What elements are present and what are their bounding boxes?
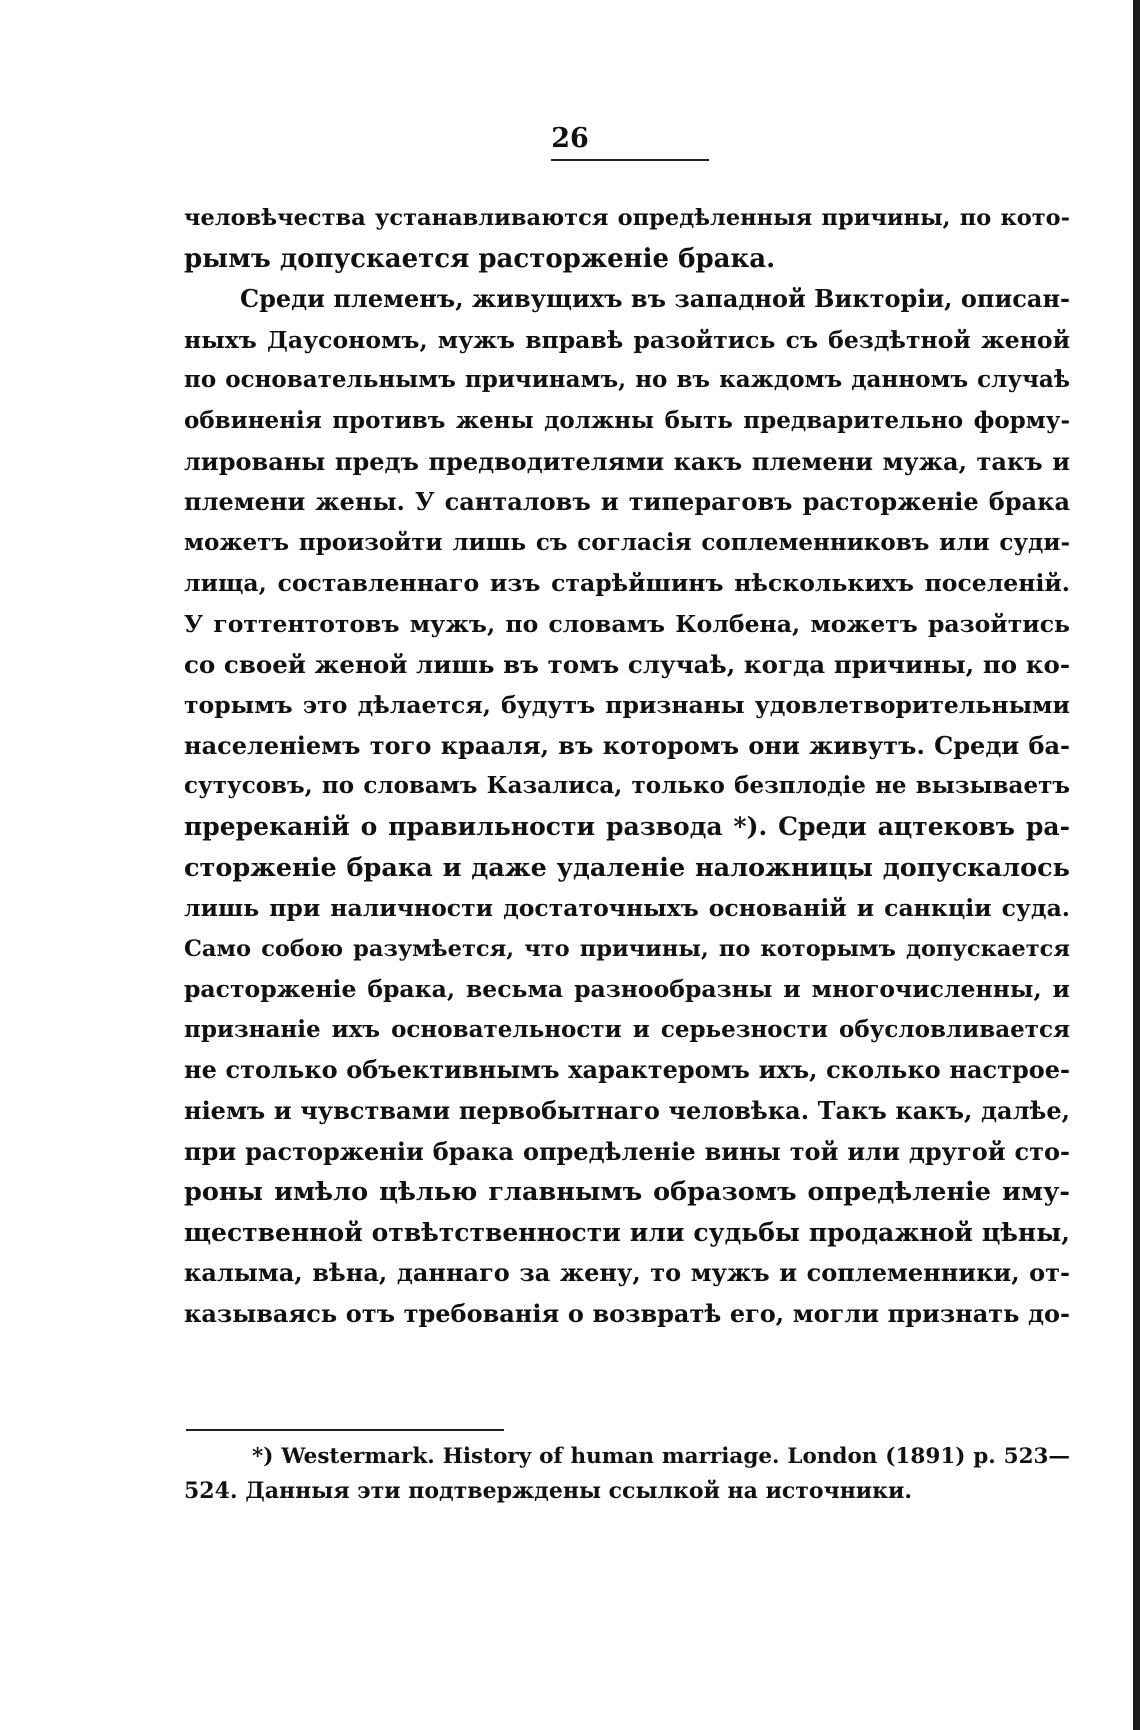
text-line: ніемъ и чувствами первобытнаго человѣка. Такъ какъ, далѣе, (184, 1096, 1070, 1126)
text-line: населеніемъ того крааля, въ которомъ они живутъ. Среди ба- (184, 730, 1070, 760)
text-line: торымъ это дѣлается, будутъ признаны удовлетворительными (184, 691, 1070, 720)
text-line: У готтентотовъ мужъ, по словамъ Колбена, можетъ разойтись (184, 609, 1070, 638)
text-line: человѣчества устанавливаются опредѣленныя причины, по кото- (184, 205, 1070, 231)
paragraph-start-line: Среди племенъ, живущихъ въ западной Викторіи, описан- (240, 284, 1070, 314)
footnote-separator (186, 1429, 504, 1431)
page-number-rule (551, 159, 709, 161)
text-line: щественной отвѣтственности или судьбы продажной цѣны, (184, 1217, 1070, 1247)
text-line: можетъ произойти лишь съ согласія соплеменниковъ или суди- (184, 528, 1070, 556)
text-line: пререканій о правильности развода *). Среди ацтековъ ра- (184, 811, 1070, 841)
text-line: лированы предъ предводителями какъ племени мужа, такъ и (184, 446, 1070, 476)
text-line: обвиненія противъ жены должны быть предварительно форму- (184, 406, 1070, 434)
text-line: племени жены. У санталовъ и типераговъ расторженіе брака (184, 487, 1070, 517)
text-line: со своей женой лишь въ томъ случаѣ, когда причины, по ко- (184, 649, 1070, 679)
text-line: казываясь отъ требованія о возвратѣ его, могли признать до- (184, 1299, 1070, 1329)
text-line: признаніе ихъ основательности и серьезности обусловливается (184, 1015, 1070, 1043)
text-line: роны имѣло цѣлью главнымъ образомъ опредѣленіе иму- (184, 1177, 1070, 1208)
text-line: не столько объективнымъ характеромъ ихъ, сколько настрое- (184, 1055, 1070, 1085)
text-line: ныхъ Даусономъ, мужъ вправѣ разойтись съ бездѣтной женой (184, 325, 1070, 354)
text-line: калыма, вѣна, даннаго за жену, то мужъ и соплеменники, от- (184, 1258, 1070, 1288)
text-line: по основательнымъ причинамъ, но въ каждомъ данномъ случаѣ (184, 366, 1070, 394)
page-number: 26 (551, 123, 589, 154)
page-edge-shadow (1133, 0, 1140, 1730)
footnote-line: 524. Данныя эти подтверждены ссылкой на источники. (184, 1478, 912, 1504)
text-line: при расторженіи брака опредѣленіе вины той или другой сто- (184, 1136, 1070, 1166)
text-line: расторженіе брака, весьма разнообразны и многочисленны, и (184, 975, 1070, 1004)
text-line: сутусовъ, по словамъ Казалиса, только безплодіе не вызываетъ (184, 772, 1070, 800)
text-line: лишь при наличности достаточныхъ основаній и санкціи суда. (184, 894, 1070, 923)
text-line: Само собою разумѣется, что причины, по которымъ допускается (184, 935, 1070, 962)
footnote-line: *) Westermark. History of human marriage. London (1891) p. 523— (252, 1444, 1070, 1469)
body-text (184, 198, 1070, 1335)
text-line: рымъ допускается расторженіе брака. (184, 243, 776, 274)
text-line: сторженіе брака и даже удаленіе наложницы допускалось (184, 852, 1070, 883)
footnote (184, 1440, 1070, 1508)
text-line: лища, составленнаго изъ старѣйшинъ нѣсколькихъ поселеній. (184, 569, 1070, 598)
